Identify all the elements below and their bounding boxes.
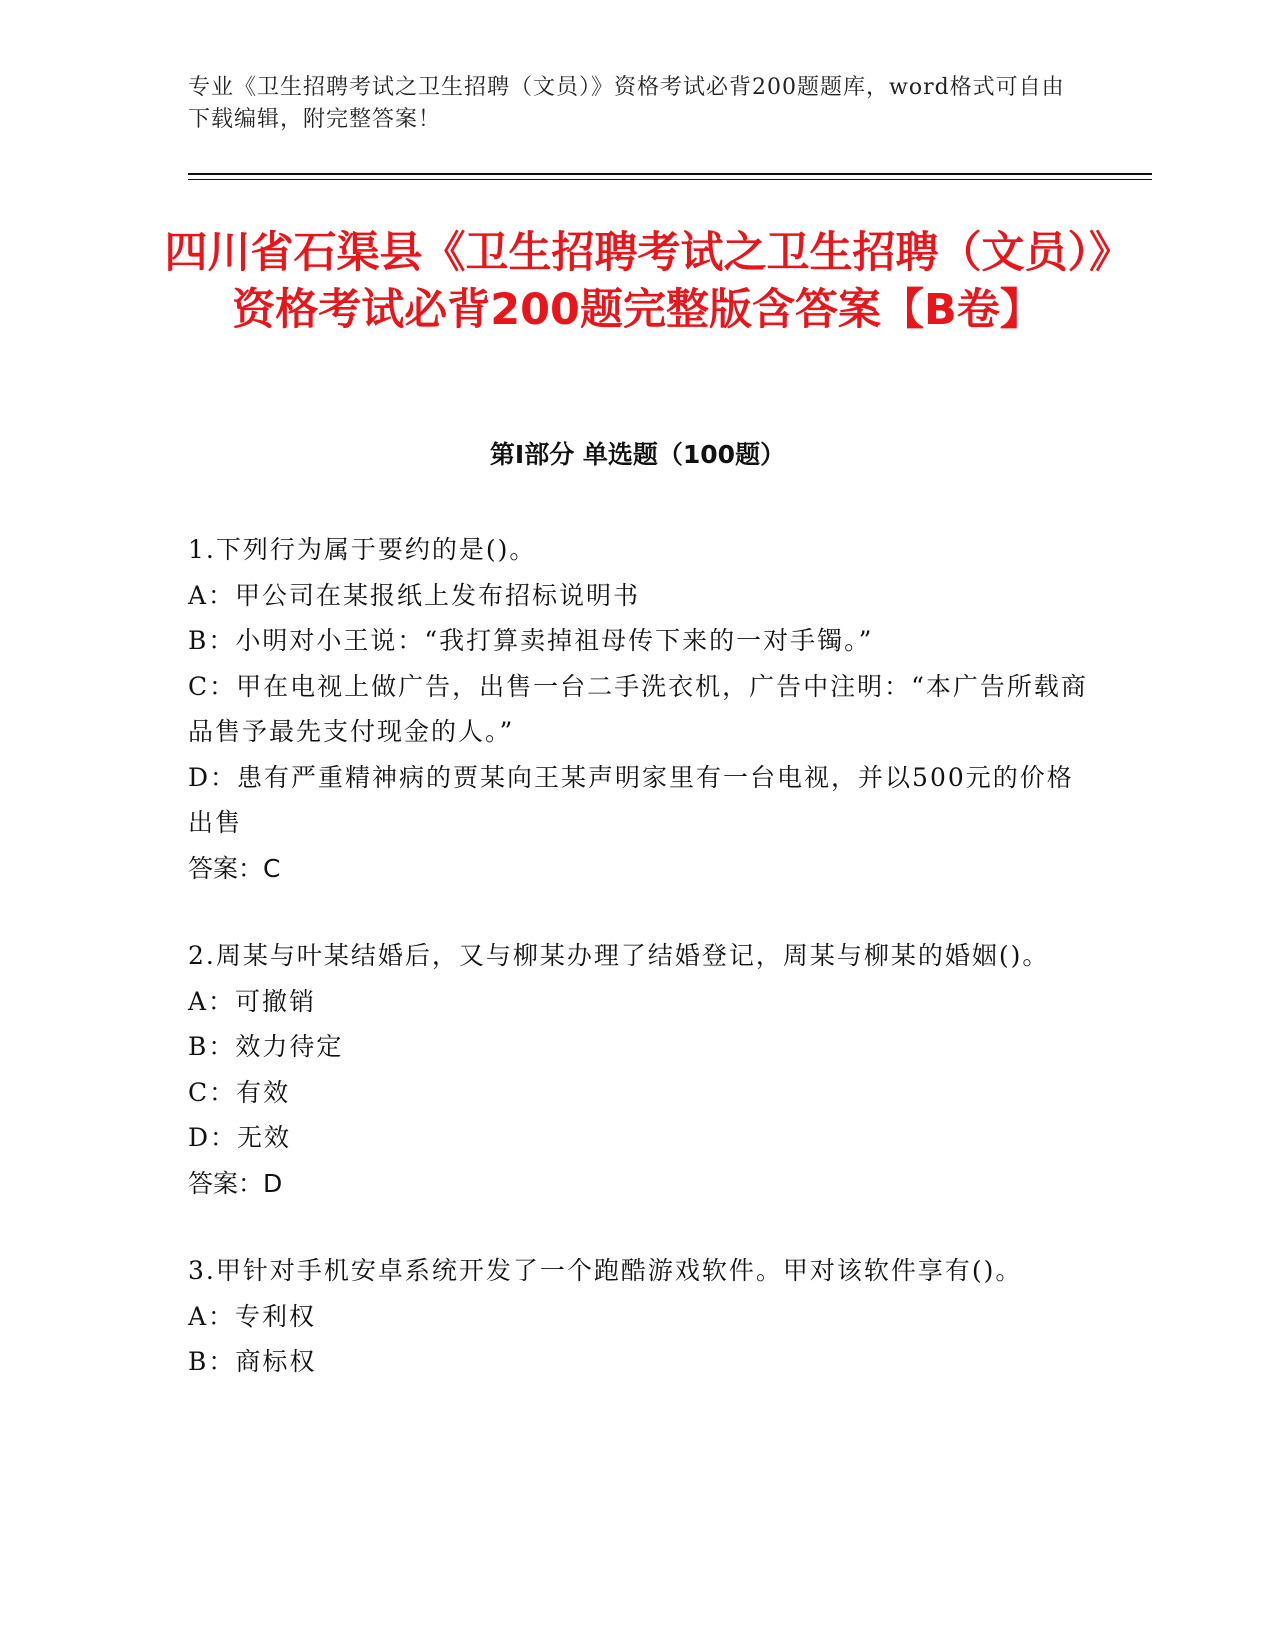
option-b: B：效力待定 [188, 1032, 344, 1061]
option-c: C：有效 [188, 1077, 291, 1107]
header-divider [188, 173, 1152, 175]
section-title: 第Ⅰ部分 单选题（100题） [489, 440, 786, 469]
option-d: D：患有严重精神病的贾某向王某声明家里有一台电视，并以500元的价格出售 [188, 762, 1074, 837]
answer: 答案：D [188, 1168, 283, 1198]
question-text: 1.下列行为属于要约的是()。 [188, 535, 537, 564]
question-text: 3.甲针对手机安卓系统开发了一个跑酷游戏软件。甲对该软件享有()。 [188, 1256, 1023, 1285]
header-note: 专业《卫生招聘考试之卫生招聘（文员）》资格考试必背200题题库，word格式可自由下载编辑，附完整答案！ [188, 75, 1065, 132]
option-c: C：甲在电视上做广告，出售一台二手洗衣机，广告中注明：“本广告所载商品售予最先支付现金的人。” [188, 671, 1088, 746]
option-d: D：无效 [188, 1123, 292, 1152]
question-3 [188, 1248, 1088, 1385]
option-b: B：商标权 [188, 1347, 317, 1376]
question-2 [188, 933, 1088, 1206]
header-divider-thin [188, 179, 1152, 180]
question-list [188, 527, 1088, 1427]
option-b: B：小明对小王说：“我打算卖掉祖母传下来的一对手镯。” [188, 626, 874, 655]
document-title: 四川省石渠县《卫生招聘考试之卫生招聘（文员）》资格考试必背200题完整版含答案【B卷】 [164, 228, 1111, 335]
option-a: A：可撤销 [188, 986, 317, 1016]
option-a: A：甲公司在某报纸上发布招标说明书 [188, 580, 641, 610]
question-1 [188, 527, 1088, 891]
option-a: A：专利权 [188, 1301, 317, 1331]
question-text: 2.周某与叶某结婚后，又与柳某办理了结婚登记，周某与柳某的婚姻()。 [188, 941, 1050, 970]
answer: 答案：C [188, 853, 281, 883]
